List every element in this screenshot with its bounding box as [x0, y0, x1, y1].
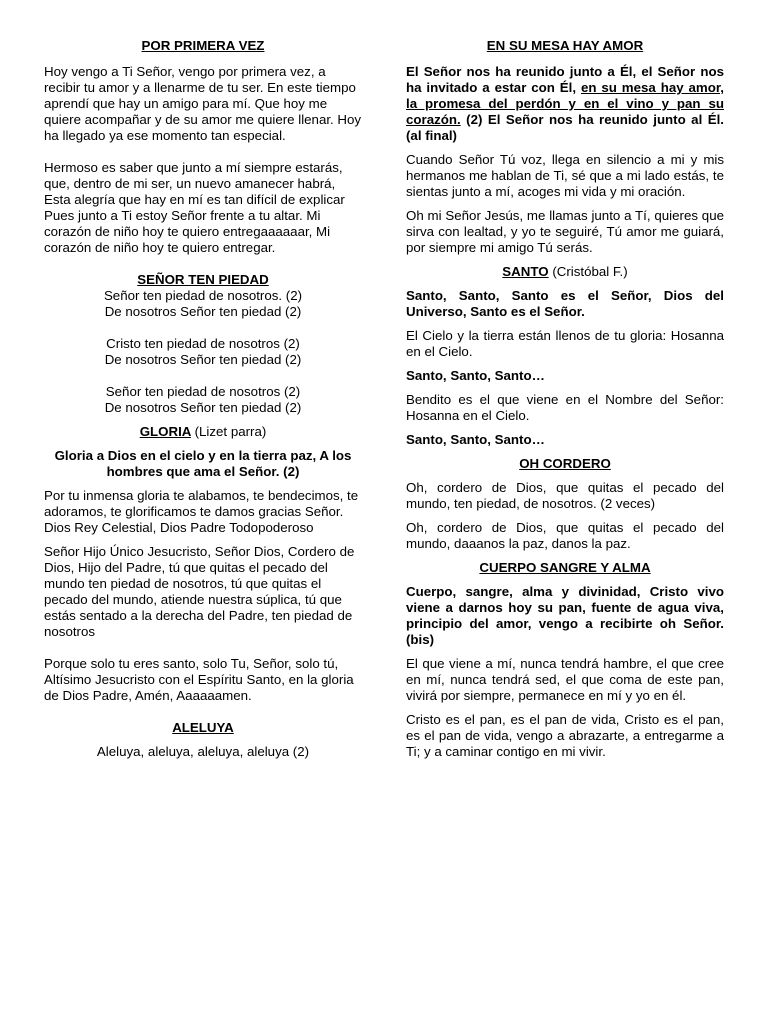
oh-cordero-verse-2: Oh, cordero de Dios, que quitas el pecado del mundo, daaanos la paz, danos la paz.: [406, 520, 724, 551]
gloria-verse-1: Por tu inmensa gloria te alabamos, te bendecimos, te adoramos, te glorificamos te damos gracias Señor. Dios Rey Celestial, Dios Padre Todopoderoso: [44, 488, 359, 535]
section-title-por-primera-vez: POR PRIMERA VEZ: [141, 38, 265, 53]
section-title-gloria-line: [44, 424, 362, 440]
por-primera-vez-verse-1: Hoy vengo a Ti Señor, vengo por primera vez, a recibir tu amor y a llenarme de tu ser. En este tiempo aprendí que hay un amigo para mí. Que hoy me quiere acompañar y de su amor me quiere llenar. Hoy ha llegado ya ese momento tan especial.: [44, 64, 362, 143]
senor-ten-piedad-lyrics: [44, 288, 362, 416]
cuerpo-sangre-verse-1: El que viene a mí, nunca tendrá hambre, el que cree en mí, nunca tendrá sed, el que coma de este pan, vivirá por siempre, permanece en mí y yo en él.: [406, 656, 724, 703]
lyric-line: Cristo ten piedad de nosotros (2): [106, 336, 300, 351]
right-column: [406, 38, 724, 760]
santo-chorus: Santo, Santo, Santo es el Señor, Dios del Universo, Santo es el Señor.: [406, 288, 724, 319]
por-primera-vez-verse-2: Hermoso es saber que junto a mí siempre estarás, que, dentro de mi ser, un nuevo amanecer habrá, Esta alegría que hay en mí es tan difícil de explicar Pues junto a Ti estoy Señor frente a tu altar. Mi corazón de niño hoy te quiero entregaaaaaar, Mi corazón de niño hoy te quiero entregar.: [44, 160, 345, 255]
oh-cordero-verse-1: Oh, cordero de Dios, que quitas el pecado del mundo, ten piedad, de nosotros. (2 veces): [406, 480, 724, 511]
cuerpo-sangre-verse-2: Cristo es el pan, es el pan de vida, Cristo es el pan, es el pan de vida, vengo a abrazarte, a entregarme a Ti; y a caminar contigo en mi vivir.: [406, 712, 724, 759]
section-title-senor-ten-piedad: SEÑOR TEN PIEDAD: [137, 272, 269, 287]
lyric-line: Señor ten piedad de nosotros (2): [105, 384, 301, 399]
gloria-verse-3: Porque solo tu eres santo, solo Tu, Señor, solo tú, Altísimo Jesucristo con el Espíritu Santo, en la gloria de Dios Padre, Amén, Aaaaaamen.: [44, 656, 354, 703]
aleluya-line: Aleluya, aleluya, aleluya, aleluya (2): [96, 744, 310, 759]
lyric-line: Señor ten piedad de nosotros. (2): [103, 288, 303, 303]
santo-author: (Cristóbal F.): [552, 264, 628, 279]
lyric-line: De nosotros Señor ten piedad (2): [104, 400, 302, 415]
en-su-mesa-chorus: [406, 64, 724, 144]
cuerpo-sangre-chorus: Cuerpo, sangre, alma y divinidad, Cristo vivo viene a darnos hoy su pan, fuente de agua viva, principio del amor, vengo a recibirte oh Señor. (bis): [406, 584, 724, 647]
gloria-author: (Lizet parra): [194, 424, 267, 439]
santo-verse-2: Bendito es el que viene en el Nombre del Señor: Hosanna en el Cielo.: [406, 392, 724, 423]
section-title-santo: SANTO: [502, 264, 549, 279]
chorus-part: El Señor nos ha reunido junto a Él, el Señor nos ha invitado a estar con Él,: [406, 64, 724, 95]
section-title-aleluya: ALELUYA: [172, 720, 234, 735]
gloria-chorus: Gloria a Dios en el cielo y en la tierra paz, A los hombres que ama el Señor. (2): [54, 448, 352, 479]
santo-refrain: Santo, Santo, Santo…: [406, 432, 545, 447]
lyric-line: De nosotros Señor ten piedad (2): [104, 352, 302, 367]
section-title-en-su-mesa-hay-amor: EN SU MESA HAY AMOR: [486, 38, 644, 53]
santo-verse-1: El Cielo y la tierra están llenos de tu gloria: Hosanna en el Cielo.: [406, 328, 724, 359]
section-title-gloria: GLORIA: [139, 424, 191, 439]
section-title-santo-line: [406, 264, 724, 280]
chorus-part-underlined: en su mesa hay amor, la promesa del perdón y en el vino y pan su corazón.: [406, 80, 724, 127]
left-column: [44, 38, 362, 760]
chorus-part: (2) El Señor nos ha reunido junto al Él. (al final): [406, 112, 724, 143]
gloria-verse-2: Señor Hijo Único Jesucristo, Señor Dios, Cordero de Dios, Hijo del Padre, tú que quitas el pecado del mundo ten piedad de nosotros, tú que quitas el pecado del mundo, atiende nuestra súplica, tú que estás sentado a la derecha del Padre, ten piedad de nosotros: [44, 544, 355, 639]
lyric-line: De nosotros Señor ten piedad (2): [104, 304, 302, 319]
en-su-mesa-verse-2: Oh mi Señor Jesús, me llamas junto a Tí, quieres que sirva con lealtad, y yo te seguiré, Tú amor me guiará, por siempre mi amigo Tú serás.: [406, 208, 724, 255]
section-title-oh-cordero: OH CORDERO: [519, 456, 611, 471]
santo-refrain: Santo, Santo, Santo…: [406, 368, 545, 383]
section-title-cuerpo-sangre-y-alma: CUERPO SANGRE Y ALMA: [479, 560, 651, 575]
en-su-mesa-verse-1: Cuando Señor Tú voz, llega en silencio a mi y mis hermanos me hablan de Ti, sé que a mi lado estás, te sientas junto a mí, acoges mi vida y mi oración.: [406, 152, 724, 199]
